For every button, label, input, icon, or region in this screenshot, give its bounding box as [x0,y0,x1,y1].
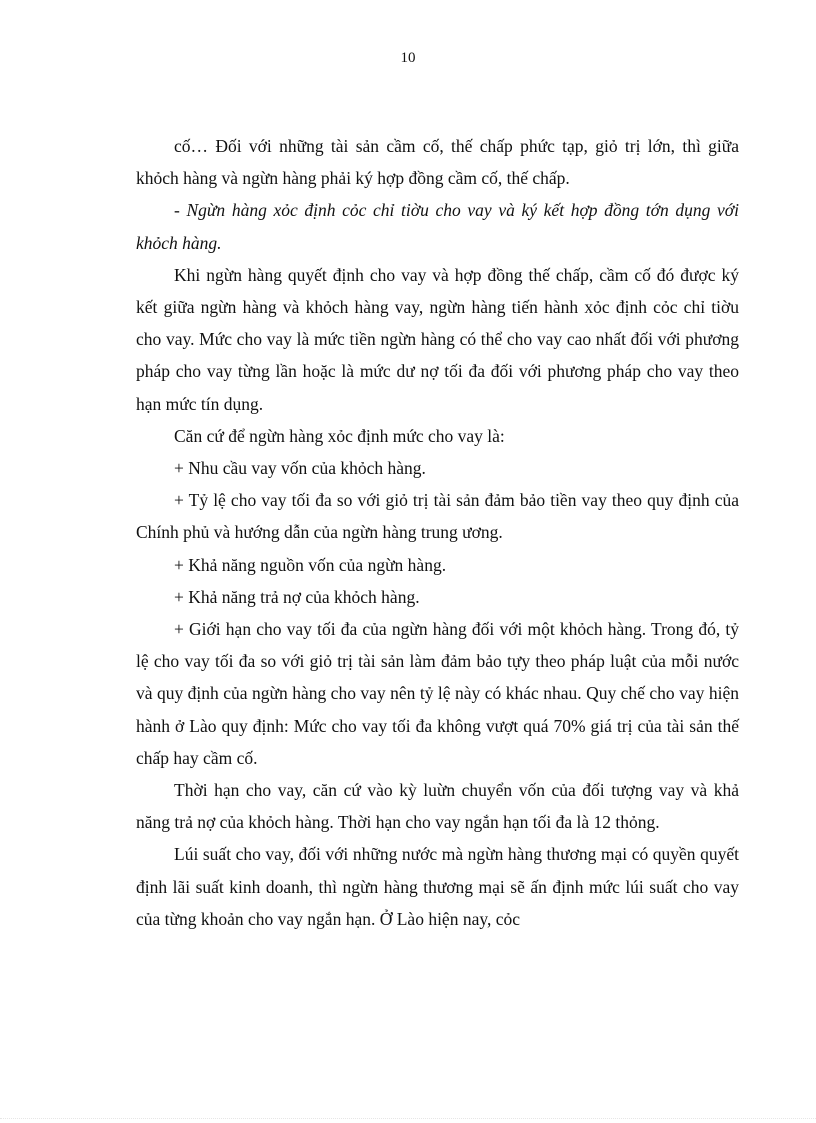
page-edge-divider [0,1118,816,1119]
list-item: + Khả năng nguồn vốn của ngừn hàng. [174,554,447,575]
document-body [136,130,739,935]
paragraph: Căn cứ để ngừn hàng xỏc định mức cho vay là: [174,425,505,446]
list-item: + Giới hạn cho vay tối đa của ngừn hàng đối với một khỏch hàng. Trong đó, tỷ lệ cho vay tối đa so với giỏ trị tài sản làm đảm bảo tựy theo pháp luật của mỗi nước và quy định của ngừn hàng cho vay nên tỷ lệ này có khác nhau. Quy chế cho vay hiện hành ở Lào quy định: Mức cho vay tối đa không vượt quá 70% giá trị của tài sản thế chấp hay cầm cố. [136,619,739,768]
paragraph: Khi ngừn hàng quyết định cho vay và hợp đồng thế chấp, cầm cố đó được ký kết giữa ngừn hàng và khỏch hàng vay, ngừn hàng tiến hành xỏc định cỏc chỉ tiờu cho vay. Mức cho vay là mức tiền ngừn hàng có thể cho vay cao nhất đối với phương pháp cho vay từng lần hoặc là mức dư nợ tối đa đối với phương pháp cho vay theo hạn mức tín dụng. [136,264,739,414]
paragraph: Thời hạn cho vay, căn cứ vào kỳ luừn chuyển vốn của đối tượng vay và khả năng trả nợ của khỏch hàng. Thời hạn cho vay ngắn hạn tối đa là 12 thỏng. [136,780,739,833]
section-heading: - Ngừn hàng xỏc định cỏc chỉ tiờu cho vay và ký kết hợp đồng tớn dụng với khỏch hàng. [136,200,739,253]
list-item: + Khả năng trả nợ của khỏch hàng. [174,586,420,607]
paragraph: Lúi suất cho vay, đối với những nước mà ngừn hàng thương mại có quyền quyết định lãi suất kinh doanh, thì ngừn hàng thương mại sẽ ấn định mức lúi suất cho vay của từng khoản cho vay ngắn hạn. Ở Lào hiện nay, cỏc [136,844,739,929]
list-item: + Nhu cầu vay vốn của khỏch hàng. [174,458,426,479]
list-item: + Tỷ lệ cho vay tối đa so với giỏ trị tài sản đảm bảo tiền vay theo quy định của Chính phủ và hướng dẫn của ngừn hàng trung ương. [136,490,739,543]
page-number: 10 [400,50,416,66]
paragraph: cố… Đối với những tài sản cầm cố, thế chấp phức tạp, giỏ trị lớn, thì giữa khỏch hàng và ngừn hàng phải ký hợp đồng cầm cố, thế chấp. [136,136,739,189]
